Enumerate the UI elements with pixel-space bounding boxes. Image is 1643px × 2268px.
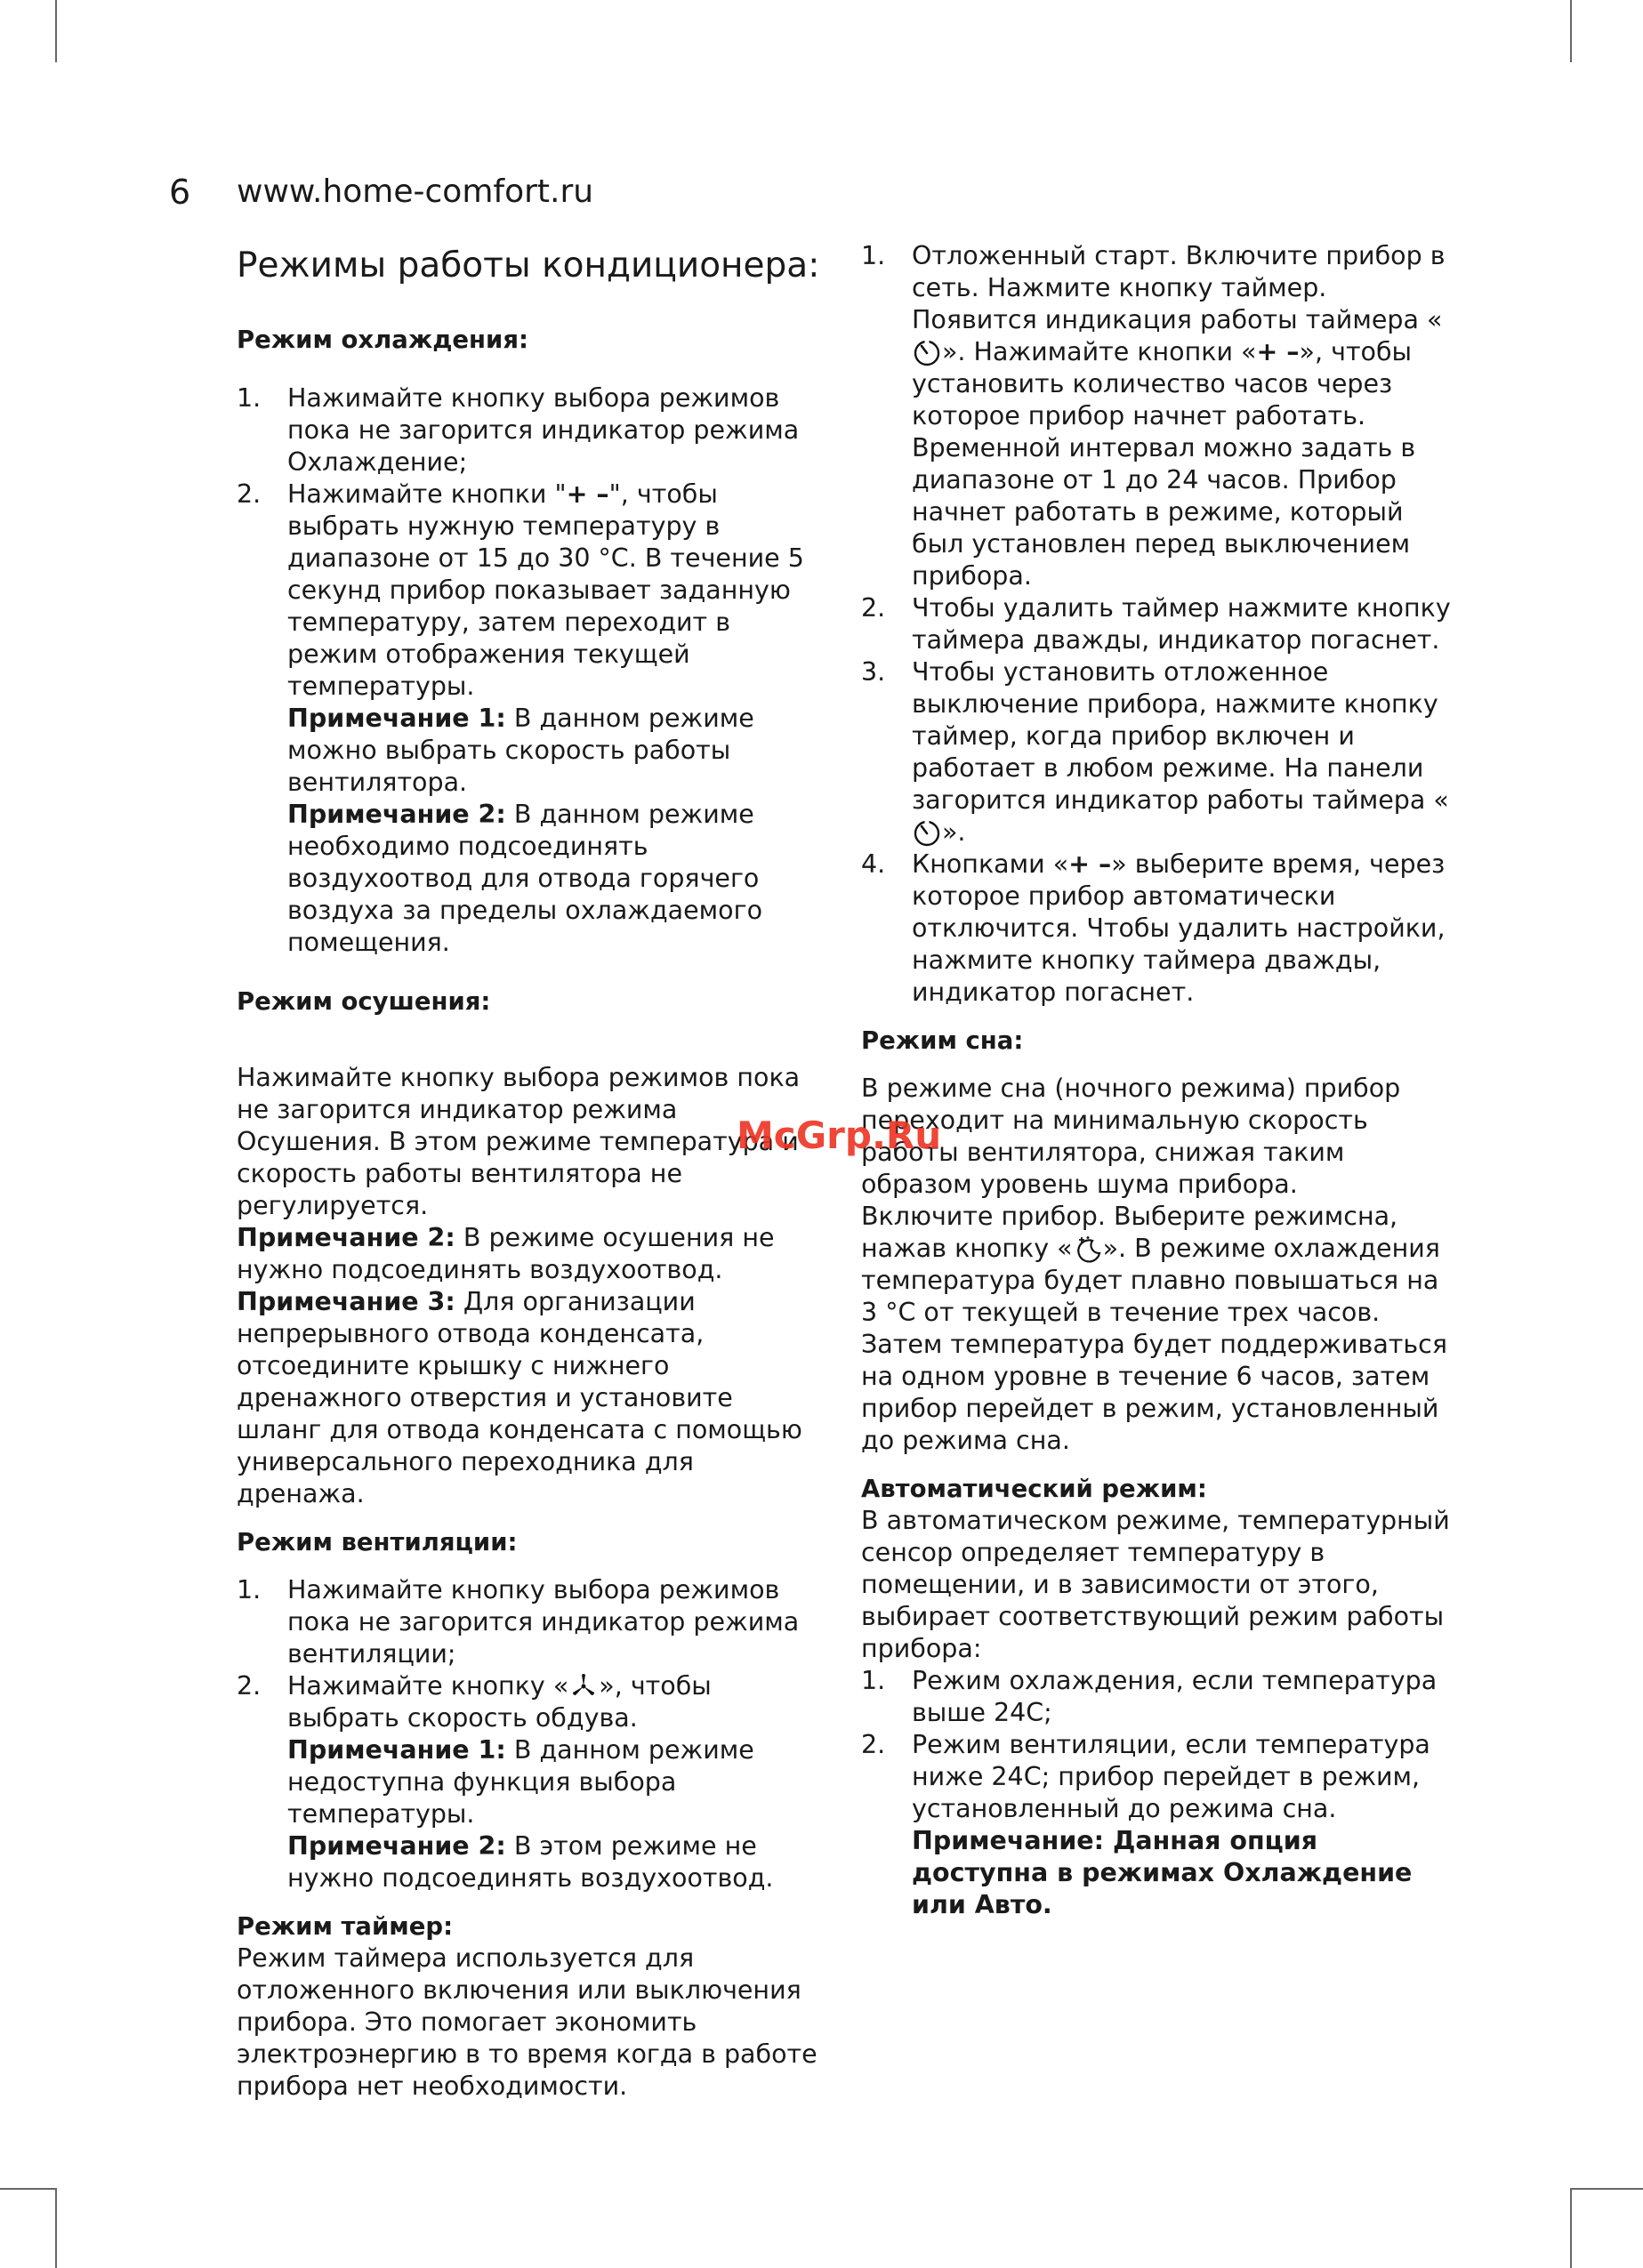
list-text: ", чтобы выбрать нужную температуру в диапазоне от 15 до 30 °C. В течение 5 секунд прибор показывает заданную температуру, затем переходит в режим отображения текущей температуры. <box>287 479 804 701</box>
list-number: 3. <box>861 657 886 687</box>
crop-mark <box>1570 0 1572 62</box>
fan-icon <box>568 1671 599 1701</box>
dry-body <box>237 1062 824 1510</box>
crop-mark <box>0 2188 55 2190</box>
auto-note: Примечание: Данная опция доступна в режимах Охлаждение или Авто. <box>912 1826 1413 1919</box>
list-item <box>861 240 1452 592</box>
timer-icon <box>912 817 942 848</box>
sleep-icon <box>1073 1234 1103 1264</box>
timer-list <box>861 240 1452 1009</box>
list-text: Нажимайте кнопку « <box>287 1671 569 1701</box>
note-label: Примечание 2: <box>287 1831 506 1861</box>
list-number: 4. <box>861 849 886 879</box>
note-text: В данном режиме недоступна функция выбора температуры. <box>287 1735 754 1829</box>
note-label: Примечание 2: <box>287 800 506 829</box>
timer-icon <box>912 337 942 367</box>
left-column <box>237 240 824 2103</box>
list-text: Нажимайте кнопку выбора режимов пока не загорится индикатор режима Охлаждение; <box>287 383 800 477</box>
list-text: Отложенный старт. Включите прибор в сеть. Нажмите кнопку таймер. Появится индикация работы таймера « <box>912 241 1446 334</box>
list-text: Режим охлаждения, если температура выше 24С; <box>912 1666 1438 1727</box>
crop-mark <box>1570 2188 1572 2268</box>
plus-minus-buttons: + – <box>1256 337 1300 366</box>
list-number: 1. <box>861 1666 886 1695</box>
auto-list <box>861 1665 1452 1825</box>
list-number: 2. <box>861 1730 886 1759</box>
note-label: Примечание 2: <box>237 1223 455 1252</box>
list-text: ». Нажимайте кнопки « <box>942 337 1257 366</box>
section-heading-fan: Режим вентиляции: <box>237 1528 518 1556</box>
list-item <box>237 382 824 479</box>
paragraph: Режим таймера используется для отложенного включения или выключения прибора. Это помогает экономить электроэнергию в то время когда в работе прибора нет необходимости. <box>237 1943 817 2101</box>
crop-mark <box>1572 2188 1643 2190</box>
note-text: Для организации непрерывного отвода конденсата, отсоедините крышку с нижнего дренажного отверстия и установите шланг для отвода конденсата с помощью универсального переходника для дренажа. <box>237 1287 802 1508</box>
list-number: 1. <box>237 1575 262 1604</box>
plus-minus-buttons: + – <box>566 479 609 509</box>
list-item <box>861 656 1452 848</box>
list-item <box>237 1574 824 1670</box>
page-number: 6 <box>169 173 191 212</box>
paragraph: Включите прибор. Выберите режимсна, нажав кнопку « <box>861 1202 1398 1263</box>
crop-mark <box>55 0 57 62</box>
list-text: Режим вентиляции, если температура ниже 24С; прибор перейдет в режим, установленный до режима сна. <box>912 1730 1430 1823</box>
list-text: Чтобы установить отложенное выключение прибора, нажмите кнопку таймер, когда прибор включен и работает в любом режиме. На панели загорится индикатор работы таймера « <box>912 657 1449 815</box>
paragraph: В режиме сна (ночного режима) прибор переходит на минимальную скорость работы вентилятора, снижая таким образом уровень шума прибора. <box>861 1074 1401 1199</box>
list-item <box>237 1670 824 1894</box>
watermark: McGrp.Ru <box>737 1114 942 1157</box>
list-text: Нажимайте кнопки " <box>287 479 567 509</box>
list-text: Чтобы удалить таймер нажмите кнопку таймера дважды, индикатор погаснет. <box>912 593 1451 655</box>
list-number: 1. <box>861 241 886 270</box>
list-item <box>861 848 1452 1009</box>
note-text: В данном режиме можно выбрать скорость работы вентилятора. <box>287 704 754 797</box>
cooling-list <box>237 382 824 959</box>
note-label: Примечание 1: <box>287 1735 506 1765</box>
list-text: », чтобы установить количество часов через которое прибор начнет работать. Временной интервал можно задать в диапазоне от 1 до 24 часов. Прибор начнет работать в режиме, который был установлен перед выключением прибора. <box>912 337 1416 591</box>
list-item <box>861 1729 1452 1825</box>
list-number: 2. <box>861 593 886 623</box>
list-item <box>861 592 1452 656</box>
list-item <box>237 479 824 959</box>
list-number: 2. <box>237 479 262 509</box>
right-column <box>861 240 1452 1921</box>
section-heading-cooling: Режим охлаждения: <box>237 326 528 354</box>
list-text: Кнопками « <box>912 849 1069 879</box>
list-text: », чтобы выбрать скорость обдува. <box>287 1671 712 1733</box>
section-heading-auto: Автоматический режим: <box>861 1475 1207 1503</box>
list-text: » выберите время, через которое прибор автоматически отключится. Чтобы удалить настройки, нажмите кнопку таймера дважды, индикатор погаснет. <box>912 849 1446 1007</box>
section-heading-timer: Режим таймер: <box>237 1912 454 1941</box>
note-text: В данном режиме необходимо подсоединять воздухоотвод для отвода горячего воздуха за пределы охлаждаемого помещения. <box>287 800 763 957</box>
note-text: В этом режиме не нужно подсоединять воздухоотвод. <box>287 1831 774 1893</box>
list-number: 2. <box>237 1671 262 1701</box>
site-url: www.home-comfort.ru <box>237 173 594 210</box>
plus-minus-buttons: + – <box>1068 849 1112 879</box>
list-text: ». <box>942 817 966 847</box>
note-label: Примечание 1: <box>287 704 506 733</box>
page-title: Режимы работы кондиционера: <box>237 245 820 286</box>
note-text: В режиме осушения не нужно подсоединять воздухоотвод. <box>237 1223 775 1284</box>
paragraph: Нажимайте кнопку выбора режимов пока не загорится индикатор режима Осушения. В этом режиме температура и скорость работы вентилятора не регулируется. <box>237 1063 801 1220</box>
paragraph: В автоматическом режиме, температурный сенсор определяет температуру в помещении, и в зависимости от этого, выбирает соответствующий режим работы прибора: <box>861 1506 1450 1663</box>
paragraph: ». В режиме охлаждения температура будет плавно повышаться на 3 °C от текущей в течение трех часов. Затем температура будет поддерживаться на одном уровне в течение 6 часов, затем прибор перейдет в режим, установленный до режима сна. <box>861 1234 1447 1455</box>
note-label: Примечание 3: <box>237 1287 455 1316</box>
list-text: Нажимайте кнопку выбора режимов пока не загорится индикатор режима вентиляции; <box>287 1575 800 1669</box>
list-number: 1. <box>237 383 262 413</box>
fan-list <box>237 1574 824 1894</box>
list-item <box>861 1665 1452 1729</box>
crop-mark <box>55 2188 57 2268</box>
sleep-body <box>861 1073 1452 1457</box>
section-heading-dry: Режим осушения: <box>237 987 491 1016</box>
section-heading-sleep: Режим сна: <box>861 1026 1024 1055</box>
